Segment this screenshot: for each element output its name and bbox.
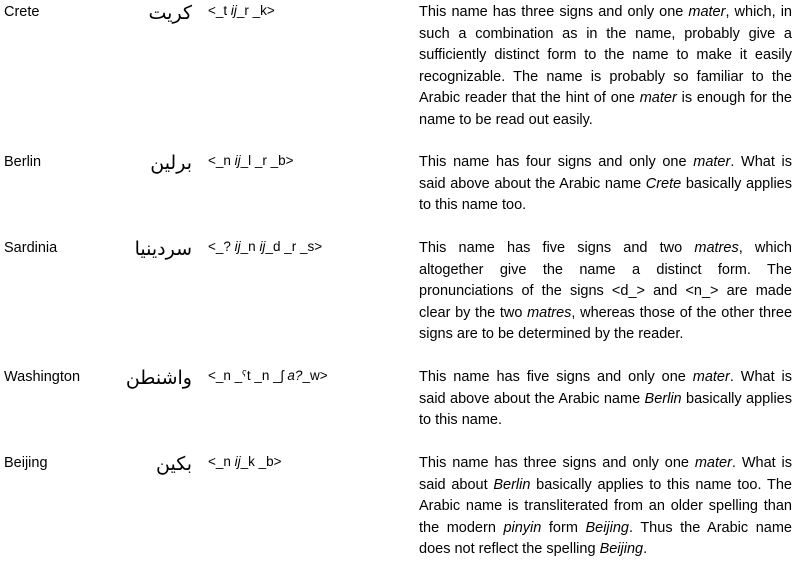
italic-term: Beijing — [585, 519, 629, 536]
description: This name has four signs and only one mater. What is said above about the Arabic name Crete basically applies to this name too. — [419, 154, 792, 213]
italic-term: matres — [694, 240, 739, 256]
italic-term: a? — [287, 368, 303, 383]
english-name: Sardinia — [4, 240, 58, 256]
table-row — [0, 236, 798, 364]
description: This name has three signs and only one mater. What is said about Berlin basically applies to this name too. The Arabic name is transliterated from an older spelling than the modern pinyin form Beijing. Thus the Arabic name does not reflect the spelling Beijing. — [419, 455, 792, 557]
english-name: Beijing — [4, 455, 48, 471]
italic-term: Crete — [645, 175, 682, 192]
arabic-name: كريت — [148, 2, 192, 24]
description: This name has five signs and two matres, which altogether give the name a distinct form. The pronunciations of the signs <d_> and <n_> are made clear by the two matres, whereas those of the other three signs are to be determined by the reader. — [419, 240, 793, 342]
italic-term: pinyin — [503, 519, 542, 536]
italic-term: mater — [688, 4, 726, 20]
arabic-name: بكين — [156, 453, 192, 475]
arabic-name: برلين — [150, 152, 192, 174]
table-row — [0, 0, 798, 150]
italic-term: matres — [527, 304, 572, 321]
english-name: Berlin — [4, 154, 42, 170]
italic-term: mater — [639, 90, 677, 106]
italic-term: mater — [694, 455, 732, 471]
italic-term: ij — [234, 239, 241, 254]
transliteration: <_t ij_r _k> — [208, 3, 275, 18]
description: This name has five signs and only one mater. What is said above about the Arabic name Berlin basically applies to this name. — [419, 369, 792, 428]
table-row — [0, 150, 798, 235]
transliteration: <_? ij_n ij_d _r _s> — [208, 239, 323, 254]
italic-term: ij — [230, 3, 237, 18]
english-name: Washington — [4, 369, 81, 385]
transliteration: <_n _ˁt _n _ʃ a?_w> — [208, 368, 328, 383]
italic-term: Berlin — [644, 390, 682, 407]
transliteration: <_n ij_l _r _b> — [208, 153, 294, 168]
italic-term: ij — [234, 153, 241, 168]
english-name: Crete — [4, 4, 40, 20]
arabic-name: واشنطن — [125, 367, 192, 389]
italic-term: ij — [234, 454, 241, 469]
transliteration: <_n ij_k _b> — [208, 454, 282, 469]
table-row — [0, 451, 798, 562]
description: This name has three signs and only one mater, which, in such a combination as in the name, probably give a sufficiently distinct form to the name to make it easily recognizable. The name is probably so familiar to the Arabic reader that the hint of one mater is enough for the name to be read out easily. — [419, 4, 792, 128]
italic-term: mater — [693, 154, 731, 170]
italic-term: Beijing — [599, 541, 644, 557]
italic-term: mater — [692, 369, 730, 385]
table-row — [0, 365, 798, 450]
italic-term: ij — [259, 239, 266, 254]
arabic-name: سردينيا — [134, 238, 192, 260]
italic-term: Berlin — [493, 476, 531, 493]
